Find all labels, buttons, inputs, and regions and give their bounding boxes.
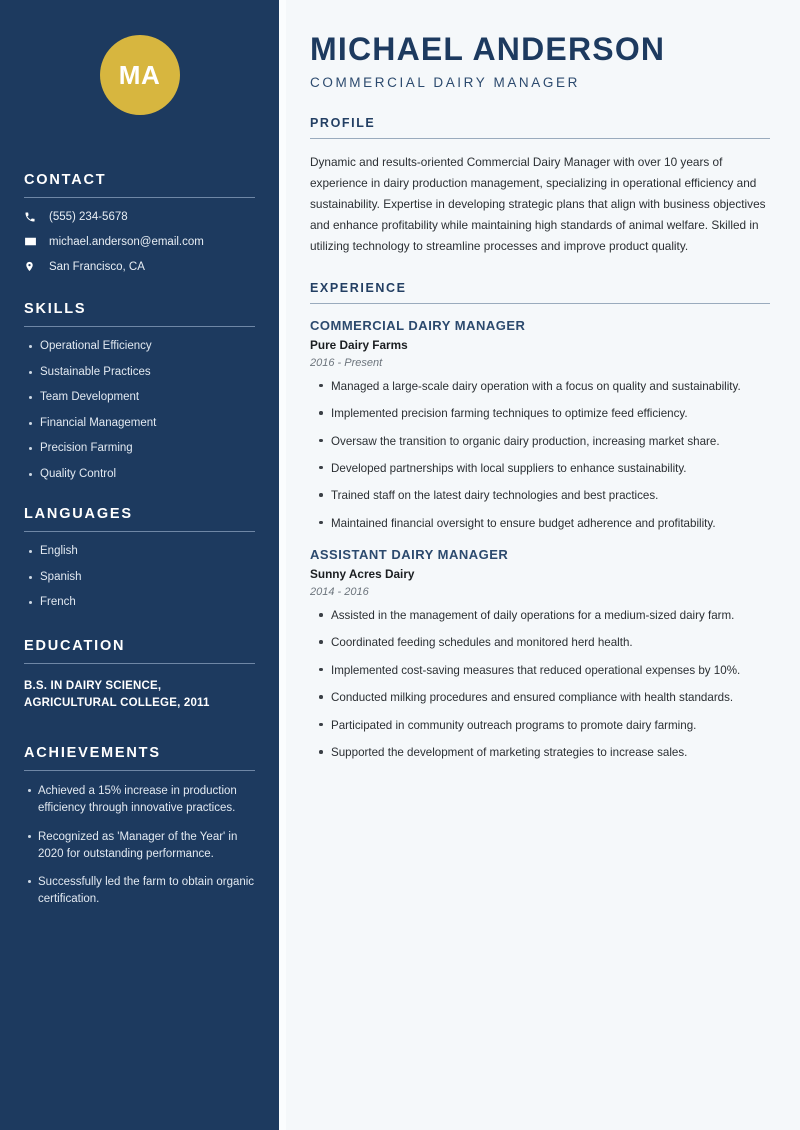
skills-section (24, 301, 255, 482)
list-item: Financial Management (40, 416, 255, 432)
list-item: Participated in community outreach programs to promote dairy farming. (331, 717, 770, 734)
phone-icon (24, 211, 42, 223)
list-item: Operational Efficiency (40, 339, 255, 355)
location-pin-icon (24, 260, 42, 273)
page-title: MICHAEL ANDERSON (310, 31, 666, 67)
job-title: ASSISTANT DAIRY MANAGER (310, 547, 509, 563)
list-item: Managed a large-scale dairy operation with a focus on quality and sustainability. (331, 378, 770, 395)
achievements-section (24, 745, 255, 909)
list-item: Coordinated feeding schedules and monitored herd health. (331, 634, 770, 651)
profile-text: Dynamic and results-oriented Commercial Dairy Manager with over 10 years of experience in dairy production management, specializing in operational efficiency and sustainability. Expertise in developing strategic plans that align with business objectives and enhance profitability while maintaining high standards of animal welfare. Skilled in utilizing technology to streamline processes and improve product quality. (310, 154, 766, 253)
education-entry: B.S. IN DAIRY SCIENCE, AGRICULTURAL COLLEGE, 2011 (24, 679, 210, 709)
list-item: Quality Control (40, 467, 255, 483)
experience-entry (310, 318, 770, 532)
email-icon (24, 235, 42, 248)
contact-section (24, 172, 255, 273)
education-heading: EDUCATION (24, 638, 255, 664)
job-role-subtitle: COMMERCIAL DAIRY MANAGER (310, 74, 580, 90)
list-item: Conducted milking procedures and ensured compliance with health standards. (331, 689, 770, 706)
profile-section (310, 116, 770, 257)
job-bullet-list (310, 378, 770, 532)
education-section (24, 638, 255, 713)
job-company: Sunny Acres Dairy (310, 567, 415, 582)
profile-heading: PROFILE (310, 116, 770, 139)
contact-phone-value: (555) 234-5678 (49, 211, 128, 223)
job-title: COMMERCIAL DAIRY MANAGER (310, 317, 526, 333)
contact-list (24, 211, 255, 273)
job-dates: 2016 - Present (310, 356, 383, 369)
list-item: Team Development (40, 390, 255, 406)
contact-item-location[interactable] (24, 260, 255, 273)
list-item: Successfully led the farm to obtain organic certification. (38, 874, 255, 909)
contact-item-email[interactable] (24, 235, 255, 248)
list-item: Implemented cost-saving measures that reduced operational expenses by 10%. (331, 662, 770, 679)
languages-list (24, 544, 255, 611)
list-item: Trained staff on the latest dairy technologies and best practices. (331, 487, 770, 504)
job-dates: 2014 - 2016 (310, 586, 369, 599)
list-item: Oversaw the transition to organic dairy production, increasing market share. (331, 433, 770, 450)
skills-heading: SKILLS (24, 301, 255, 327)
column-divider (279, 0, 286, 1130)
list-item: French (40, 595, 255, 611)
list-item: Sustainable Practices (40, 365, 255, 381)
contact-item-phone[interactable] (24, 211, 255, 223)
list-item: English (40, 544, 255, 560)
list-item: Assisted in the management of daily operations for a medium-sized dairy farm. (331, 607, 770, 624)
avatar-container (24, 0, 255, 115)
sidebar (0, 0, 279, 1130)
list-item: Maintained financial oversight to ensure budget adherence and profitability. (331, 515, 770, 532)
job-company: Pure Dairy Farms (310, 337, 408, 352)
skills-list (24, 339, 255, 482)
contact-heading: CONTACT (24, 172, 255, 198)
contact-location-value: San Francisco, CA (49, 260, 145, 273)
avatar: MA (100, 35, 180, 115)
achievements-list (24, 783, 255, 909)
job-bullet-list (310, 607, 770, 761)
experience-section (310, 281, 770, 762)
contact-email-value: michael.anderson@email.com (49, 235, 204, 248)
list-item: Spanish (40, 570, 255, 586)
list-item: Recognized as 'Manager of the Year' in 2020 for outstanding performance. (38, 829, 255, 864)
languages-section (24, 506, 255, 611)
languages-heading: LANGUAGES (24, 506, 255, 532)
experience-heading: EXPERIENCE (310, 281, 770, 304)
list-item: Achieved a 15% increase in production efficiency through innovative practices. (38, 783, 255, 818)
main-column (286, 0, 800, 1130)
experience-entry (310, 547, 770, 761)
list-item: Precision Farming (40, 441, 255, 457)
list-item: Supported the development of marketing strategies to increase sales. (331, 744, 770, 761)
list-item: Implemented precision farming techniques to optimize feed efficiency. (331, 405, 770, 422)
achievements-heading: ACHIEVEMENTS (24, 745, 255, 771)
list-item: Developed partnerships with local suppliers to enhance sustainability. (331, 460, 770, 477)
